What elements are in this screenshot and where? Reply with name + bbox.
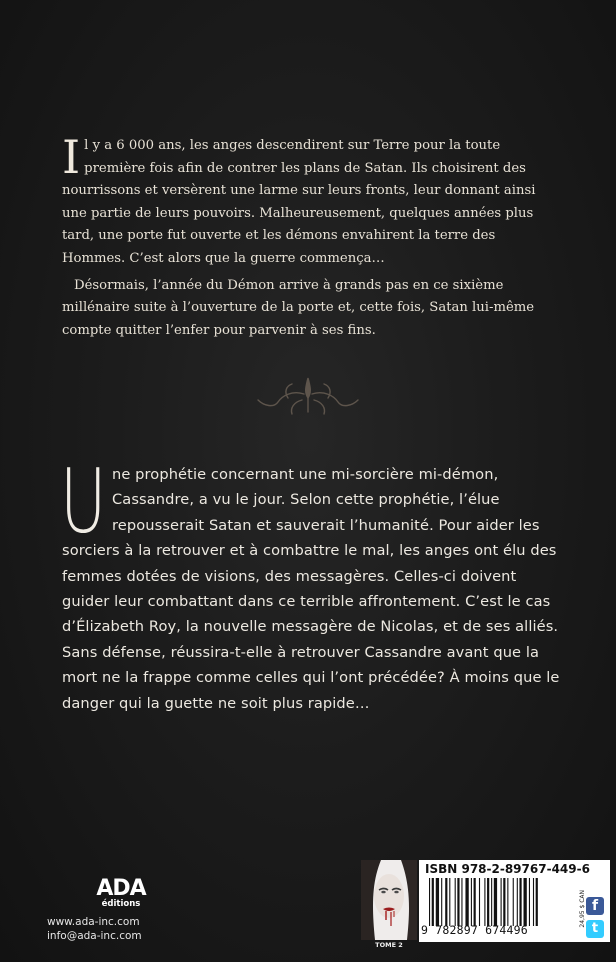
summary-dropcap: U [60,450,107,553]
summary-paragraph-text: ne prophétie concernant une mi-sorcière mi-démon, Cassandre, a vu le jour. Selon cette prophétie, l’élue repousserait Satan et sauverait l’humanité. Pour aider les sorciers à la retrouver et à combattre le mal, les anges ont élu des femmes dotées de visions, des messagères. Celles-ci doivent guider leur combattant dans ce terrible affrontement. C’est le cas d’Élizabeth Roy, la nouvelle messagère de Nicolas, et de ses alliés. Sans défense, réussira-t-elle à retrouver Cassandre avant que la mort ne la frappe comme celles qui l’ont précédée? À moins que le danger qui la guette ne soit plus rapide… [62,466,560,712]
publisher-website[interactable]: www.ada-inc.com [47,916,140,928]
publisher-logo-sub: éditions [101,899,141,909]
intro-paragraph-1-text: l y a 6 000 ans, les anges descendirent sur Terre pour la toute première fois afin de contrer les plans de Satan. Ils choisirent des nourrissons et versèrent une larme sur leurs fronts, leur donnant ainsi une partie de leurs pouvoirs. Malheureusement, quelques années plus tard, une porte fut ouverte et les démons envahirent la terre des Hommes. C’est alors que la guerre commença… [62,138,536,266]
summary-text [60,450,562,716]
intro-text [62,130,537,342]
book-cover-thumbnail [361,860,417,940]
intro-paragraph-1 [62,130,537,271]
publisher-contact [47,915,142,943]
ornament-divider [248,372,368,418]
isbn-label: ISBN 978-2-89767-449-6 [425,862,590,876]
intro-dropcap: I [62,130,81,184]
barcode [429,878,579,926]
publisher-logo [76,878,166,916]
summary-paragraph [60,450,562,716]
intro-paragraph-2: Désormais, l’année du Démon arrive à grands pas en ce sixième millénaire suite à l’ouverture de la porte et, cette fois, Satan lui-même compte quitter l’enfer pour parvenir à ses fins. [62,277,535,338]
publisher-email[interactable]: info@ada-inc.com [47,930,142,942]
barcode-number: 9 782897 674496 [421,923,528,937]
barcode-panel [419,860,610,942]
facebook-icon[interactable]: f [586,897,604,915]
publisher-logo-mark: ADA [96,876,146,901]
volume-label: TOME 2 [375,941,403,949]
price-label: 24,95 $ CAN [579,890,586,928]
twitter-icon[interactable]: t [586,920,604,938]
